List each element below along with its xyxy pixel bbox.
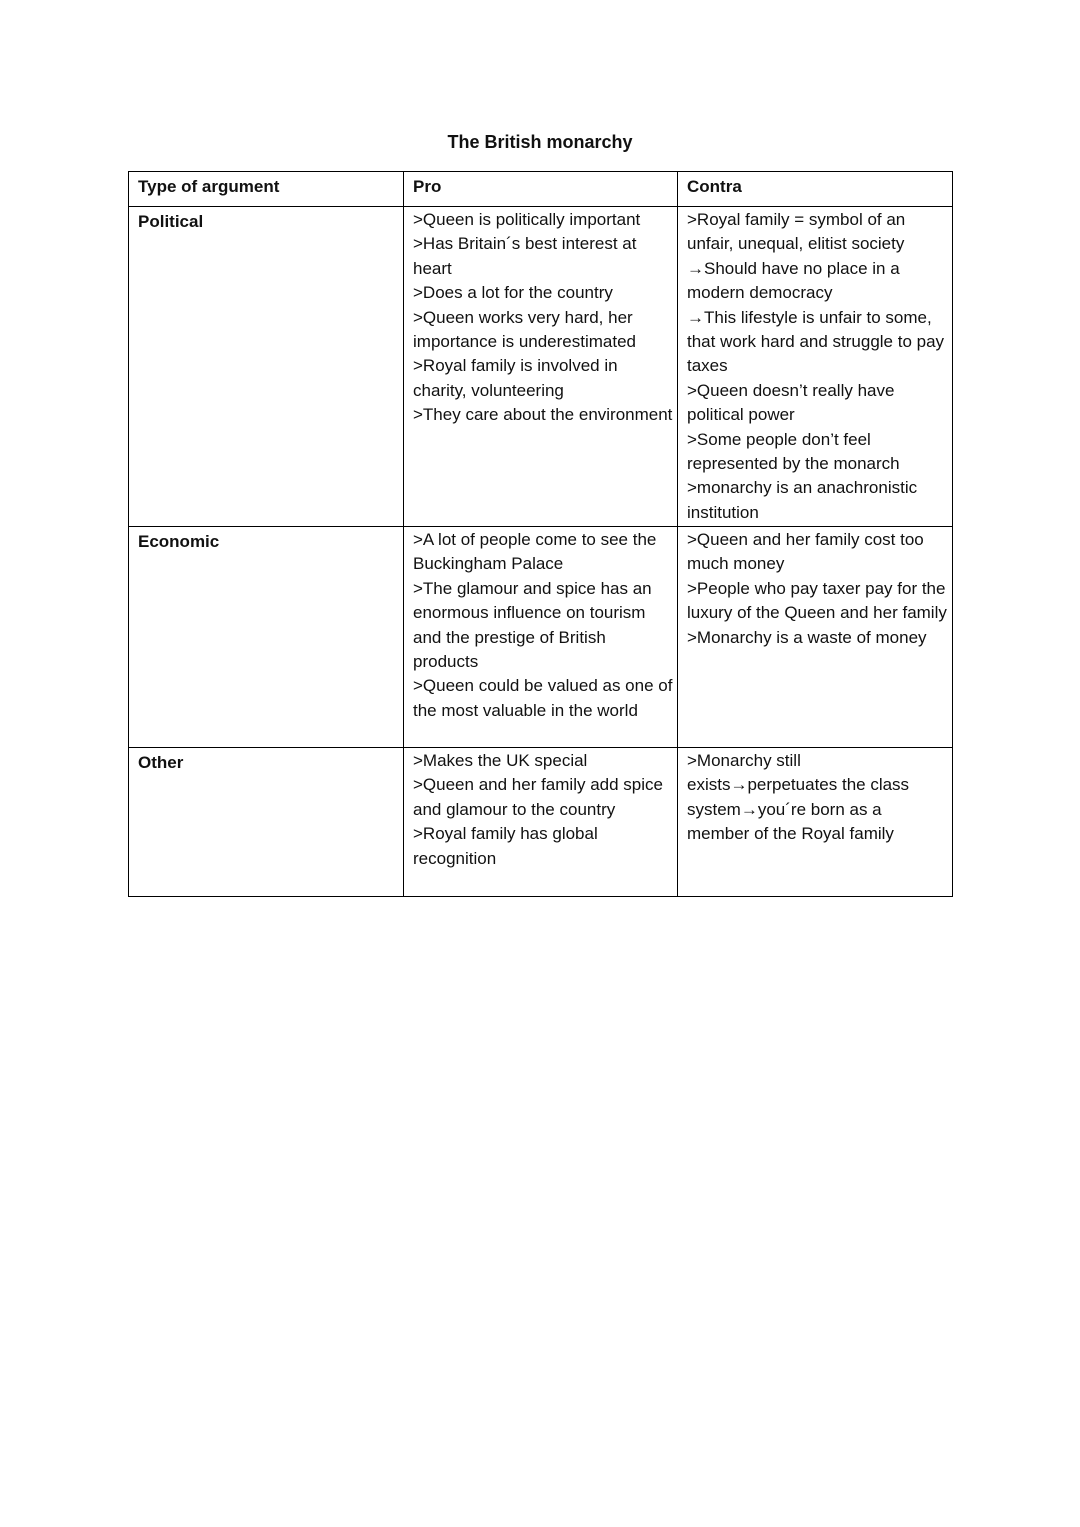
header-pro: Pro xyxy=(404,172,678,207)
pro-cell-political xyxy=(404,207,678,527)
contra-item: >Queen and her family cost too much money xyxy=(687,530,924,574)
contra-item: →This lifestyle is unfair to some, that work hard and struggle to pay taxes xyxy=(687,307,945,376)
pro-item: >Queen could be valued as one of the most valuable in the world xyxy=(413,676,673,720)
pro-item: >Queen works very hard, her importance is underestimated xyxy=(413,307,637,352)
pro-item: >The glamour and spice has an enormous influence on tourism and the prestige of British products xyxy=(413,578,652,672)
pro-item: >Makes the UK special xyxy=(413,751,588,770)
table-row-economic xyxy=(129,527,953,748)
contra-item: >People who pay taxer pay for the luxury of the Queen and her family xyxy=(687,578,947,623)
document-title: The British monarchy xyxy=(447,132,633,152)
contra-item: >Royal family = symbol of an unfair, unequal, elitist society xyxy=(687,210,906,254)
pro-item: >Queen is politically important xyxy=(413,210,641,229)
arguments-table xyxy=(128,171,953,897)
contra-cell-other xyxy=(678,748,953,897)
contra-item: >monarchy is an anachronistic institution xyxy=(687,478,918,522)
pro-item: >Royal family is involved in charity, volunteering xyxy=(413,356,618,400)
contra-item: >Queen doesn’t really have political power xyxy=(687,380,895,425)
argument-type-political: Political xyxy=(129,207,404,527)
argument-type-other: Other xyxy=(129,748,404,897)
pro-item: >Has Britain´s best interest at heart xyxy=(413,234,637,278)
argument-type-economic: Economic xyxy=(129,527,404,748)
header-contra: Contra xyxy=(678,172,953,207)
contra-item: →Should have no place in a modern democracy xyxy=(687,258,900,303)
pro-cell-economic xyxy=(404,527,678,748)
contra-item: >Monarchy still exists→perpetuates the class system→you´re born as a member of the Royal family xyxy=(687,751,910,844)
pro-item: >Royal family has global recognition xyxy=(413,824,598,868)
contra-cell-political xyxy=(678,207,953,527)
header-type-of-argument: Type of argument xyxy=(129,172,404,207)
contra-item: >Some people don’t feel represented by the monarch xyxy=(687,429,900,474)
pro-item: >They care about the environment xyxy=(413,405,673,425)
pro-item: >Does a lot for the country xyxy=(413,283,613,303)
pro-cell-other xyxy=(404,748,678,897)
table-row-other xyxy=(129,748,953,897)
pro-item: >Queen and her family add spice and glamour to the country xyxy=(413,775,663,819)
contra-item: >Monarchy is a waste of money xyxy=(687,627,927,647)
table-header-row xyxy=(129,172,953,207)
contra-cell-economic xyxy=(678,527,953,748)
pro-item: >A lot of people come to see the Buckingham Palace xyxy=(413,530,657,574)
table-row-political xyxy=(129,207,953,527)
